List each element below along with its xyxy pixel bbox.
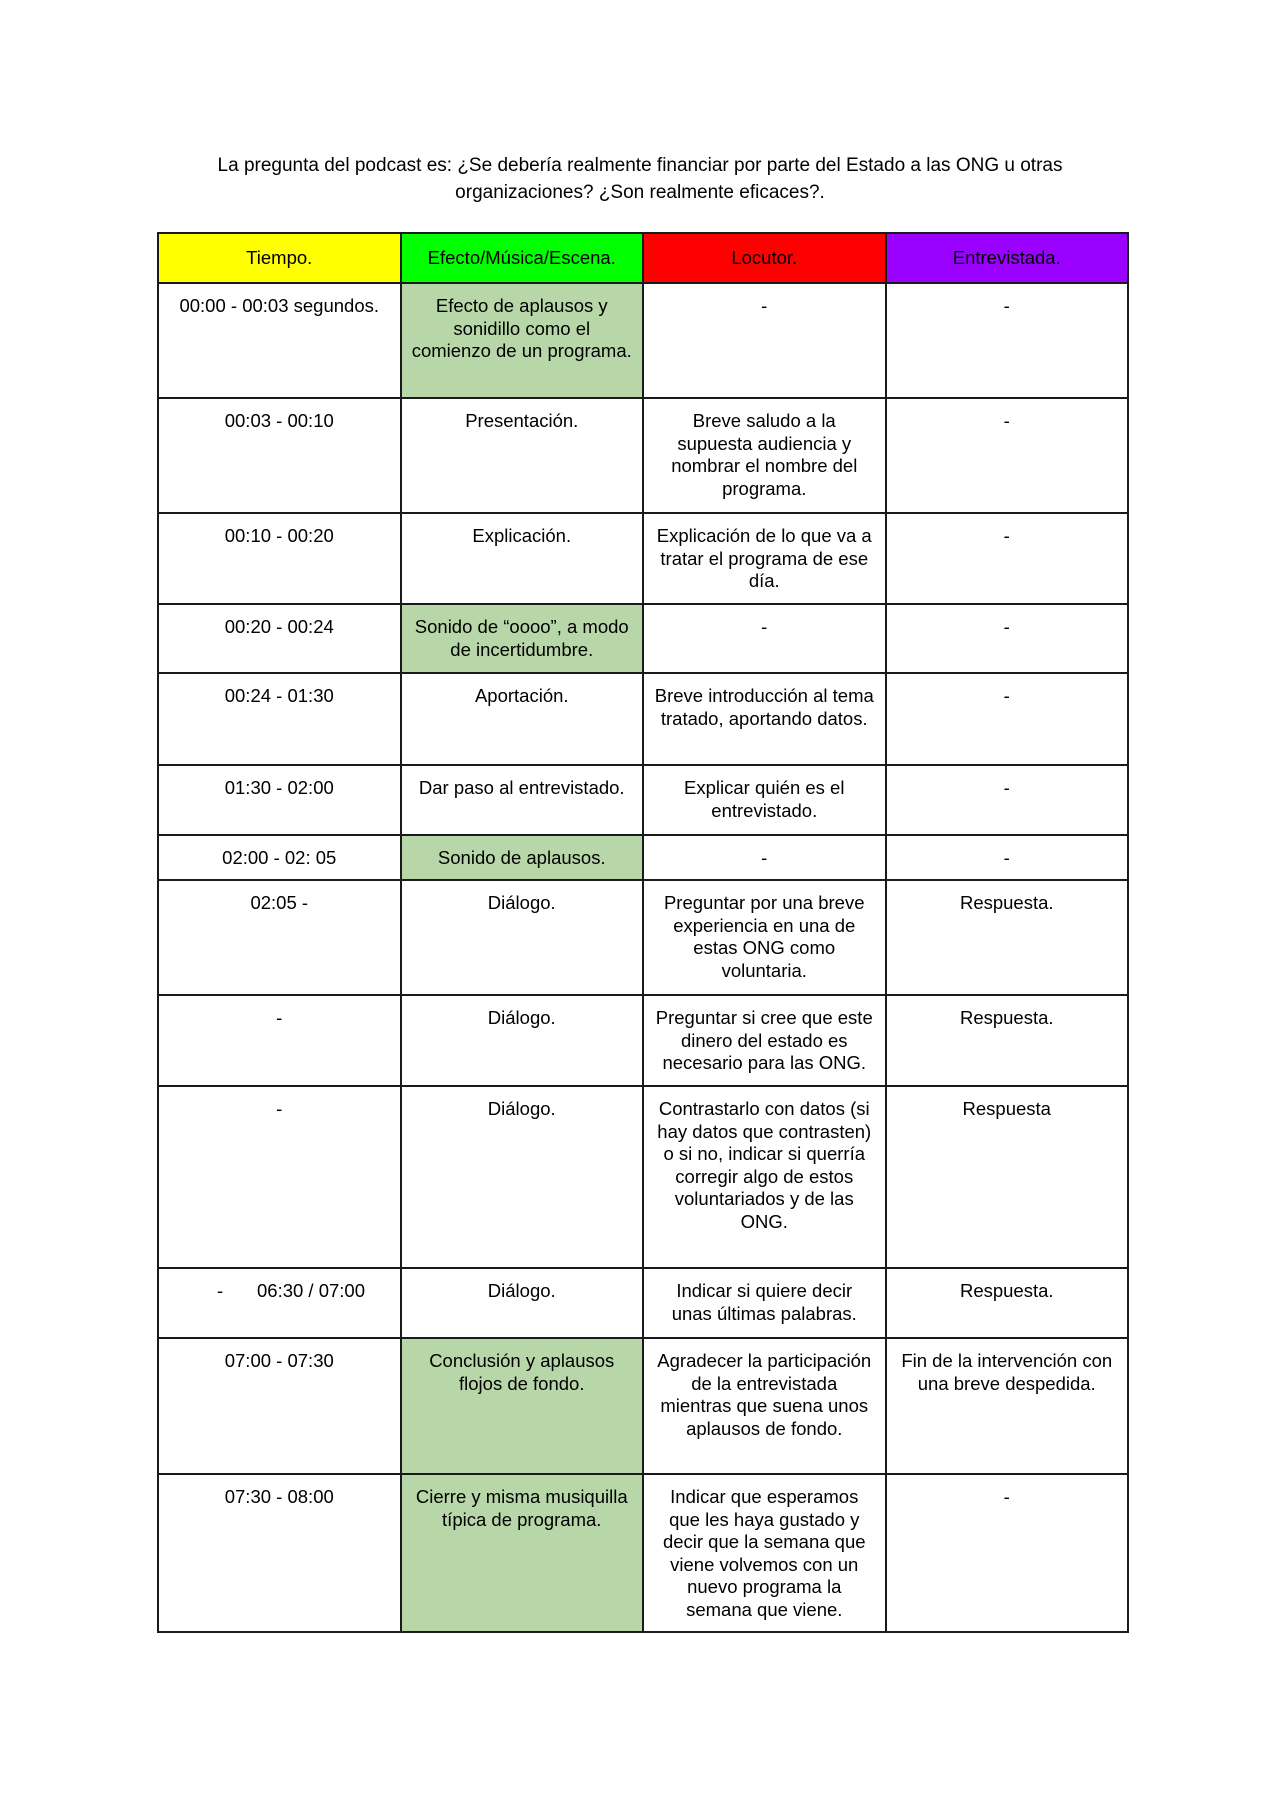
cell-efecto: Diálogo. <box>401 880 644 995</box>
cell-locutor: - <box>643 604 886 673</box>
cell-locutor: Indicar si quiere decir unas últimas palabras. <box>643 1268 886 1338</box>
cell-efecto: Aportación. <box>401 673 644 765</box>
header-row <box>158 233 1128 283</box>
table-row <box>158 604 1128 673</box>
cell-entrevistada: - <box>886 673 1129 765</box>
cell-tiempo: 01:30 - 02:00 <box>158 765 401 835</box>
cell-entrevistada: - <box>886 513 1129 604</box>
table-row <box>158 673 1128 765</box>
cell-locutor: Breve saludo a la supuesta audiencia y nombrar el nombre del programa. <box>643 398 886 513</box>
header-tiempo: Tiempo. <box>158 233 401 283</box>
cell-tiempo: - <box>158 1086 401 1268</box>
header-locutor: Locutor. <box>643 233 886 283</box>
cell-efecto: Diálogo. <box>401 1268 644 1338</box>
podcast-question-line-2: organizaciones? ¿Son realmente eficaces?. <box>455 182 825 203</box>
table-row <box>158 995 1128 1086</box>
cell-locutor: Agradecer la participación de la entrevistada mientras que suena unos aplausos de fondo. <box>643 1338 886 1474</box>
cell-tiempo <box>158 1268 401 1338</box>
tiempo-dash: - <box>217 1280 224 1301</box>
table-row <box>158 1086 1128 1268</box>
cell-tiempo: 00:00 - 00:03 segundos. <box>158 283 401 398</box>
cell-entrevistada: - <box>886 283 1129 398</box>
header-entrevistada: Entrevistada. <box>886 233 1129 283</box>
podcast-question <box>200 152 1080 206</box>
cell-entrevistada: - <box>886 835 1129 880</box>
table-row <box>158 1268 1128 1338</box>
table-row <box>158 835 1128 880</box>
cell-tiempo: - <box>158 995 401 1086</box>
cell-locutor: Breve introducción al tema tratado, aportando datos. <box>643 673 886 765</box>
cell-locutor: Indicar que esperamos que les haya gustado y decir que la semana que viene volvemos con un nuevo programa la semana que viene. <box>643 1474 886 1632</box>
cell-entrevistada: Respuesta. <box>886 995 1129 1086</box>
cell-tiempo: 02:05 - <box>158 880 401 995</box>
cell-efecto: Diálogo. <box>401 995 644 1086</box>
cell-locutor: Explicación de lo que va a tratar el programa de ese día. <box>643 513 886 604</box>
cell-locutor: - <box>643 835 886 880</box>
cell-efecto: Presentación. <box>401 398 644 513</box>
cell-entrevistada: - <box>886 765 1129 835</box>
cell-tiempo: 07:30 - 08:00 <box>158 1474 401 1632</box>
podcast-question-line-1: La pregunta del podcast es: ¿Se debería realmente financiar por parte del Estado a las ONG u otras <box>217 155 1063 176</box>
table-row <box>158 283 1128 398</box>
cell-tiempo: 00:03 - 00:10 <box>158 398 401 513</box>
cell-tiempo: 00:24 - 01:30 <box>158 673 401 765</box>
cell-efecto: Sonido de “oooo”, a modo de incertidumbre. <box>401 604 644 673</box>
cell-tiempo: 07:00 - 07:30 <box>158 1338 401 1474</box>
cell-tiempo: 00:20 - 00:24 <box>158 604 401 673</box>
cell-efecto: Dar paso al entrevistado. <box>401 765 644 835</box>
table-row <box>158 765 1128 835</box>
table-row <box>158 1338 1128 1474</box>
cell-entrevistada: - <box>886 398 1129 513</box>
cell-tiempo: 02:00 - 02: 05 <box>158 835 401 880</box>
cell-entrevistada: Respuesta <box>886 1086 1129 1268</box>
header-efecto: Efecto/Música/Escena. <box>401 233 644 283</box>
cell-locutor: Explicar quién es el entrevistado. <box>643 765 886 835</box>
cell-locutor: Contrastarlo con datos (si hay datos que contrasten) o si no, indicar si querría corregir algo de estos voluntariados y de las ONG. <box>643 1086 886 1268</box>
cell-efecto: Explicación. <box>401 513 644 604</box>
cell-efecto: Cierre y misma musiquilla típica de programa. <box>401 1474 644 1632</box>
table-row <box>158 880 1128 995</box>
cell-efecto: Diálogo. <box>401 1086 644 1268</box>
cell-locutor: Preguntar si cree que este dinero del estado es necesario para las ONG. <box>643 995 886 1086</box>
table-row <box>158 513 1128 604</box>
table-row <box>158 398 1128 513</box>
cell-efecto: Sonido de aplausos. <box>401 835 644 880</box>
cell-efecto: Conclusión y aplausos flojos de fondo. <box>401 1338 644 1474</box>
cell-efecto: Efecto de aplausos y sonidillo como el comienzo de un programa. <box>401 283 644 398</box>
cell-entrevistada: - <box>886 604 1129 673</box>
cell-entrevistada: Respuesta. <box>886 880 1129 995</box>
cell-entrevistada: - <box>886 1474 1129 1632</box>
podcast-script-table <box>157 232 1129 1633</box>
cell-tiempo: 00:10 - 00:20 <box>158 513 401 604</box>
cell-entrevistada: Fin de la intervención con una breve despedida. <box>886 1338 1129 1474</box>
cell-locutor: - <box>643 283 886 398</box>
table-row <box>158 1474 1128 1632</box>
cell-entrevistada: Respuesta. <box>886 1268 1129 1338</box>
tiempo-value: 06:30 / 07:00 <box>257 1280 366 1301</box>
cell-locutor: Preguntar por una breve experiencia en una de estas ONG como voluntaria. <box>643 880 886 995</box>
